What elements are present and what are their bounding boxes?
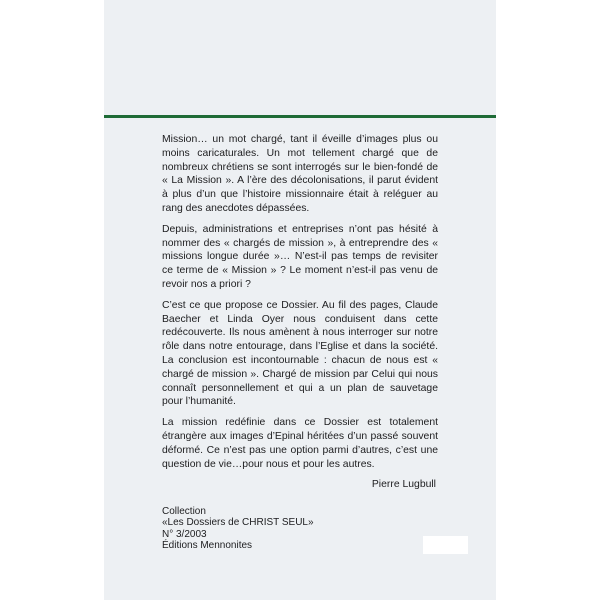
publisher-name: Éditions Mennonites: [162, 540, 253, 552]
author-signature: Pierre Lugbull: [371, 479, 436, 491]
blurb-paragraph-1: Mission… un mot chargé, tant il éveille d’images plus ou moins caricaturales. Un mot tellement chargé que de nombreux chrétiens se sont interrogés sur le bien-fondé de « La Mission ». A l’ère des décolonisations, il parut évident à plus d’un que l’histoire missionnaire était à reléguer au rang des anecdotes dépassées.: [162, 134, 438, 214]
blurb-paragraph-4: La mission redéfinie dans ce Dossier est totalement étrangère aux images d’Epinal héritées d’un passé souvent déformé. Ce n’est pas une option parmi d’autres, c’est une question de vie…pour nous et pour les autres.: [162, 417, 438, 470]
green-divider-line: [104, 115, 496, 118]
blurb-paragraph-3: C’est ce que propose ce Dossier. Au fil des pages, Claude Baecher et Linda Oyer nous conduisent dans cette redécouverte. Ils nous amènent à nous interroger sur notre rôle dans notre entourage, dans l’Eglise et dans la société. La conclusion est incontournable : chacun de nous est « chargé de mission ». Chargé de mission par Celui qui nous connaît personnellement et qui a un plan de sauvetage pour l’humanité.: [162, 299, 438, 408]
series-title: «Les Dossiers de CHRIST SEUL»: [162, 517, 314, 529]
barcode-placeholder: [423, 536, 468, 554]
book-back-cover: [104, 0, 496, 600]
blurb-text: [162, 133, 438, 492]
issue-number: N° 3/2003: [162, 528, 207, 540]
collection-label: Collection: [162, 506, 206, 517]
blurb-paragraph-2: Depuis, administrations et entreprises n’ont pas hésité à nommer des « chargés de mission », à entreprendre des « missions longue durée »… N’est-il pas temps de revisiter ce terme de « Mission » ? Le moment n’est-il pas venu de revoir nos a priori ?: [162, 223, 438, 290]
colophon: [162, 506, 314, 552]
